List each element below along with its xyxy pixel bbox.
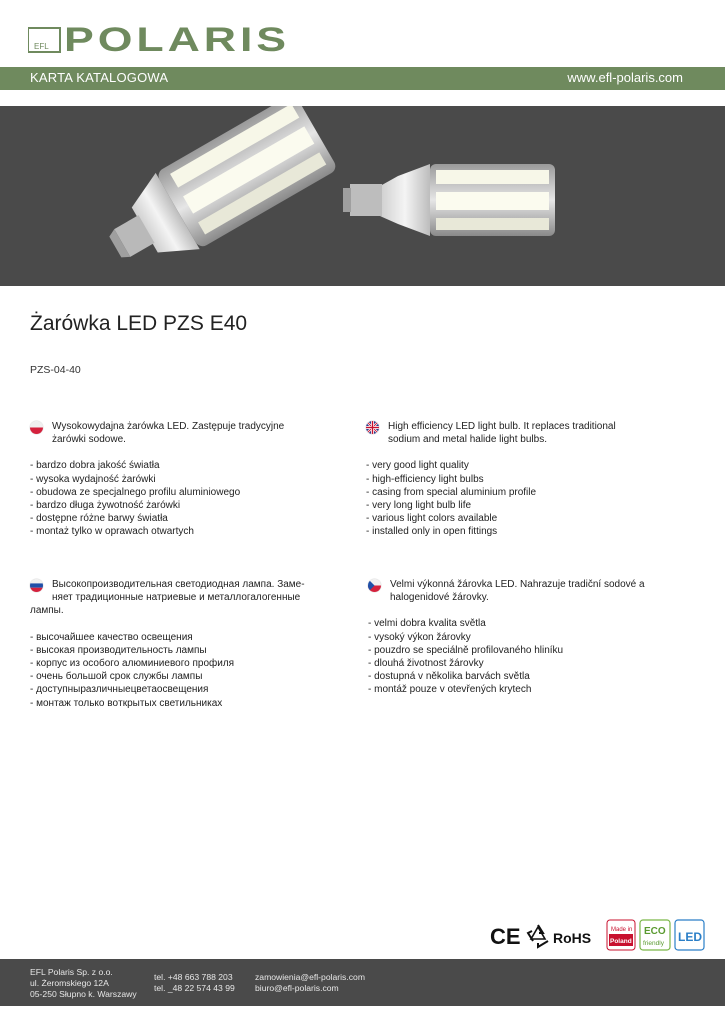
led-text: LED — [678, 930, 702, 944]
intro-line: няет традиционные натриевые и металлогалогенные — [52, 592, 301, 604]
email-link[interactable]: biuro@efl-polaris.com — [255, 983, 339, 993]
list-item: - bardzo długa żywotność żarówki — [30, 500, 181, 512]
made-in-text: Made in — [611, 927, 633, 933]
section-russian — [30, 578, 330, 710]
list-item: - obudowa ze specjalnego profilu aluminiowego — [30, 486, 241, 498]
list-item: - various light colors available — [366, 513, 498, 525]
poland-text: Poland — [610, 938, 632, 945]
ce-mark-text: CE — [490, 924, 521, 949]
rohs-text: RoHS — [553, 930, 592, 946]
intro-line: Высокопроизводительная светодиодная лампа. Заме- — [52, 579, 305, 590]
phone-line[interactable]: tel. +48 663 788 203 — [154, 972, 233, 982]
ce-mark-icon — [490, 924, 521, 949]
feature-list — [366, 459, 686, 538]
intro-line: żarówki sodowe. — [52, 434, 126, 446]
certification-badges — [490, 919, 705, 953]
list-item: - pouzdro se speciálně profilovaného hliníku — [368, 644, 564, 656]
friendly-text: friendly — [643, 940, 664, 947]
address-line: EFL Polaris Sp. z o.o. — [30, 967, 113, 977]
eco-friendly-badge — [640, 920, 670, 950]
email-link[interactable]: zamowienia@efl-polaris.com — [255, 972, 365, 982]
intro-line: High efficiency LED light bulb. It replaces traditional — [388, 421, 616, 432]
phone-numbers — [154, 972, 235, 994]
list-item: - vysoký výkon žárovky — [368, 631, 471, 643]
list-item: - wysoka wydajność żarówki — [30, 473, 156, 485]
product-photo — [0, 106, 725, 286]
list-item: - montáž pouze v otevřených krytech — [368, 684, 532, 696]
list-item: - dlouhá životnost žárovky — [368, 658, 484, 670]
address-line: ul. Żeromskiego 12A — [30, 978, 109, 988]
czech-flag-icon — [368, 579, 381, 592]
intro-line: halogenidové žárovky. — [390, 592, 489, 604]
catalog-card-label: KARTA KATALOGOWA — [30, 70, 169, 85]
recycle-icon — [528, 925, 548, 947]
intro-line: лампы. — [30, 605, 64, 617]
header-bar — [0, 67, 725, 90]
list-item: - доступныразличныецветаосвещения — [30, 684, 209, 696]
list-item: - velmi dobra kvalita světla — [368, 618, 486, 630]
list-item: - dostupná v několika barvách světla — [368, 671, 530, 683]
feature-list — [30, 459, 330, 538]
list-item: - very good light quality — [366, 460, 469, 472]
product-title: Żarówka LED PZS E40 — [30, 312, 248, 335]
feature-list — [368, 617, 688, 696]
list-item: - casing from special aluminium profile — [366, 486, 537, 498]
logo-name-text: POLARIS — [64, 21, 290, 56]
russia-flag-icon — [30, 579, 43, 592]
intro-line: sodium and metal halide light bulbs. — [388, 434, 547, 446]
logo-small-text: EFL — [34, 42, 49, 51]
feature-list — [30, 631, 330, 710]
list-item: - high-efficiency light bulbs — [366, 473, 484, 485]
company-address — [30, 967, 137, 1000]
section-polish — [30, 420, 330, 539]
list-item: - montaż tylko w oprawach otwartych — [30, 526, 194, 538]
list-item: - very long light bulb life — [366, 500, 472, 512]
led-bulb-illustration — [0, 106, 725, 286]
email-addresses — [255, 972, 365, 994]
list-item: - корпус из особого алюминиевого профиля — [30, 658, 235, 670]
efl-polaris-logo — [28, 20, 298, 56]
intro-line: Velmi výkonná žárovka LED. Nahrazuje tradiční sodové a — [390, 579, 645, 590]
list-item: - высочайшее качество освещения — [30, 631, 193, 643]
list-item: - очень большой срок службы лампы — [30, 671, 203, 683]
footer — [0, 959, 725, 1006]
intro-line: Wysokowydajna żarówka LED. Zastępuje tradycyjne — [52, 421, 285, 432]
address-line: 05-250 Słupno k. Warszawy — [30, 989, 137, 999]
uk-flag-icon — [366, 421, 379, 434]
list-item: - dostępne różne barwy światła — [30, 513, 168, 525]
website-link[interactable]: www.efl-polaris.com — [567, 70, 683, 85]
section-english — [366, 420, 686, 539]
poland-flag-icon — [30, 421, 43, 434]
phone-line[interactable]: tel. _48 22 574 43 99 — [154, 983, 235, 993]
list-item: - bardzo dobra jakość światła — [30, 460, 160, 472]
led-badge — [675, 920, 704, 950]
eco-text: ECO — [644, 926, 666, 937]
list-item: - монтаж только вoткрытых светильниках — [30, 697, 223, 709]
product-code: PZS-04-40 — [30, 364, 81, 376]
list-item: - installed only in open fittings — [366, 526, 498, 538]
section-czech — [368, 578, 688, 697]
list-item: - высокая производительность лампы — [30, 644, 207, 656]
made-in-poland-badge — [607, 920, 635, 950]
